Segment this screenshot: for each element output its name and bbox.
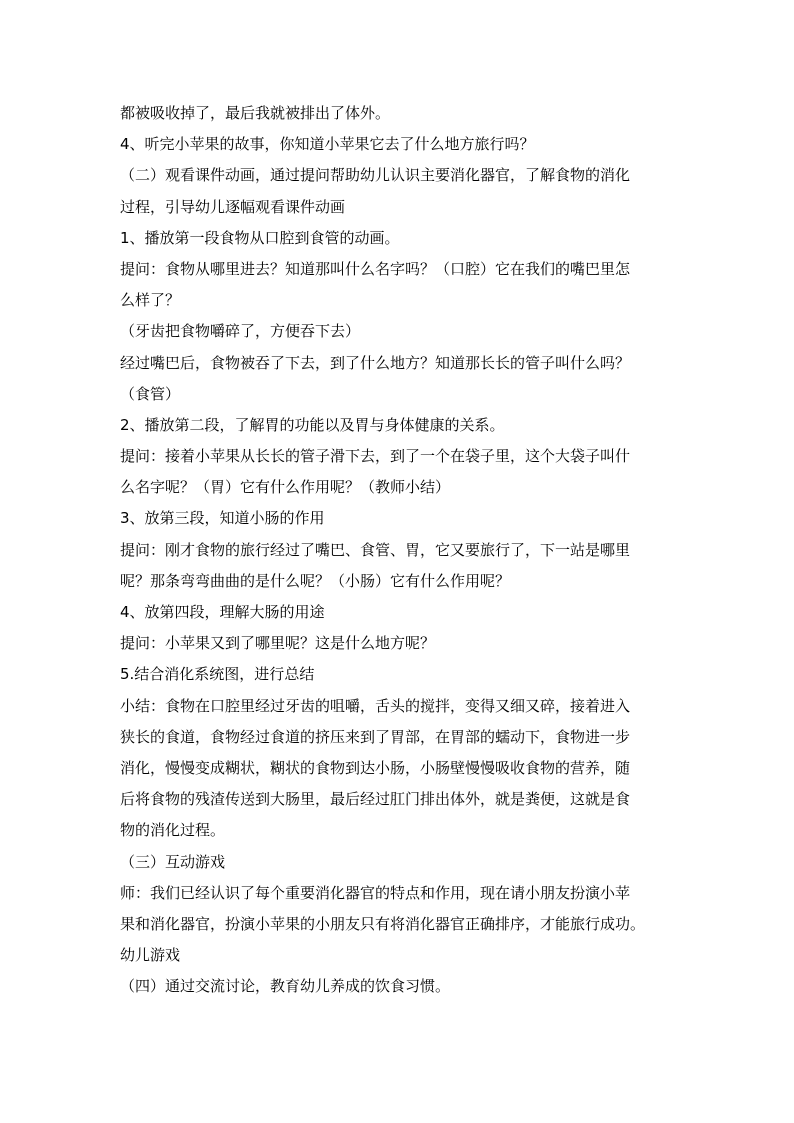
text-line: 经过嘴巴后，食物被吞了下去，到了什么地方？知道那长长的管子叫什么吗？ — [120, 353, 631, 372]
text-line: 提问：小苹果又到了哪里呢？这是什么地方呢？ — [120, 634, 436, 653]
text-line: 后将食物的残渣传送到大肠里，最后经过肛门排出体外，就是粪便，这就是食 — [120, 790, 631, 809]
text-line: 物的消化过程。 — [120, 821, 226, 840]
text-line: 狭长的食道，食物经过食道的挤压来到了胃部，在胃部的蠕动下，食物进一步 — [120, 727, 631, 746]
text-line: 么名字呢？（胃）它有什么作用呢？（教师小结） — [120, 478, 451, 497]
text-line: 4、听完小苹果的故事，你知道小苹果它去了什么地方旅行吗？ — [120, 135, 535, 154]
text-line: 5.结合消化系统图，进行总结 — [120, 665, 315, 684]
text-line: 都被吸收掉了，最后我就被排出了体外。 — [120, 104, 391, 122]
text-line: 幼儿游戏 — [120, 946, 181, 965]
text-line: 消化，慢慢变成糊状，糊状的食物到达小肠，小肠壁慢慢吸收食物的营养，随 — [120, 758, 631, 777]
section-heading: （三）互动游戏 — [120, 852, 226, 871]
text-line: 提问：接着小苹果从长长的管子滑下去，到了一个在袋子里，这个大袋子叫什 — [120, 447, 631, 466]
text-line: 3、放第三段，知道小肠的作用 — [120, 509, 325, 528]
text-line: 2、播放第二段，了解胃的功能以及胃与身体健康的关系。 — [120, 415, 505, 434]
text-line: 提问：食物从哪里进去？知道那叫什么名字吗？（口腔）它在我们的嘴巴里怎 — [120, 259, 631, 278]
text-line: 提问：刚才食物的旅行经过了嘴巴、食管、胃，它又要旅行了，下一站是哪里 — [120, 540, 631, 559]
section-heading: （二）观看课件动画，通过提问帮助幼儿认识主要消化器官，了解食物的消化 — [120, 166, 631, 185]
text-line: 么样了？ — [120, 291, 181, 310]
text-line: （牙齿把食物嚼碎了，方便吞下去） — [120, 322, 361, 341]
text-line: 4、放第四段，理解大肠的用途 — [120, 603, 325, 621]
text-line: 过程，引导幼儿逐幅观看课件动画 — [120, 197, 346, 216]
text-line: 师：我们已经认识了每个重要消化器官的特点和作用，现在请小朋友扮演小苹 — [120, 883, 631, 902]
text-line: 小结：食物在口腔里经过牙齿的咀嚼，舌头的搅拌，变得又细又碎，接着进入 — [120, 696, 631, 715]
text-line: 1、播放第一段食物从口腔到食管的动画。 — [120, 228, 400, 247]
text-line: 果和消化器官，扮演小苹果的小朋友只有将消化器官正确排序，才能旅行成功。 — [120, 914, 646, 933]
document-body — [120, 98, 680, 1002]
text-line: （食管） — [120, 384, 181, 403]
text-line: 呢？那条弯弯曲曲的是什么呢？（小肠）它有什么作用呢？ — [120, 571, 511, 590]
section-heading: （四）通过交流讨论，教育幼儿养成的饮食习惯。 — [120, 977, 451, 996]
